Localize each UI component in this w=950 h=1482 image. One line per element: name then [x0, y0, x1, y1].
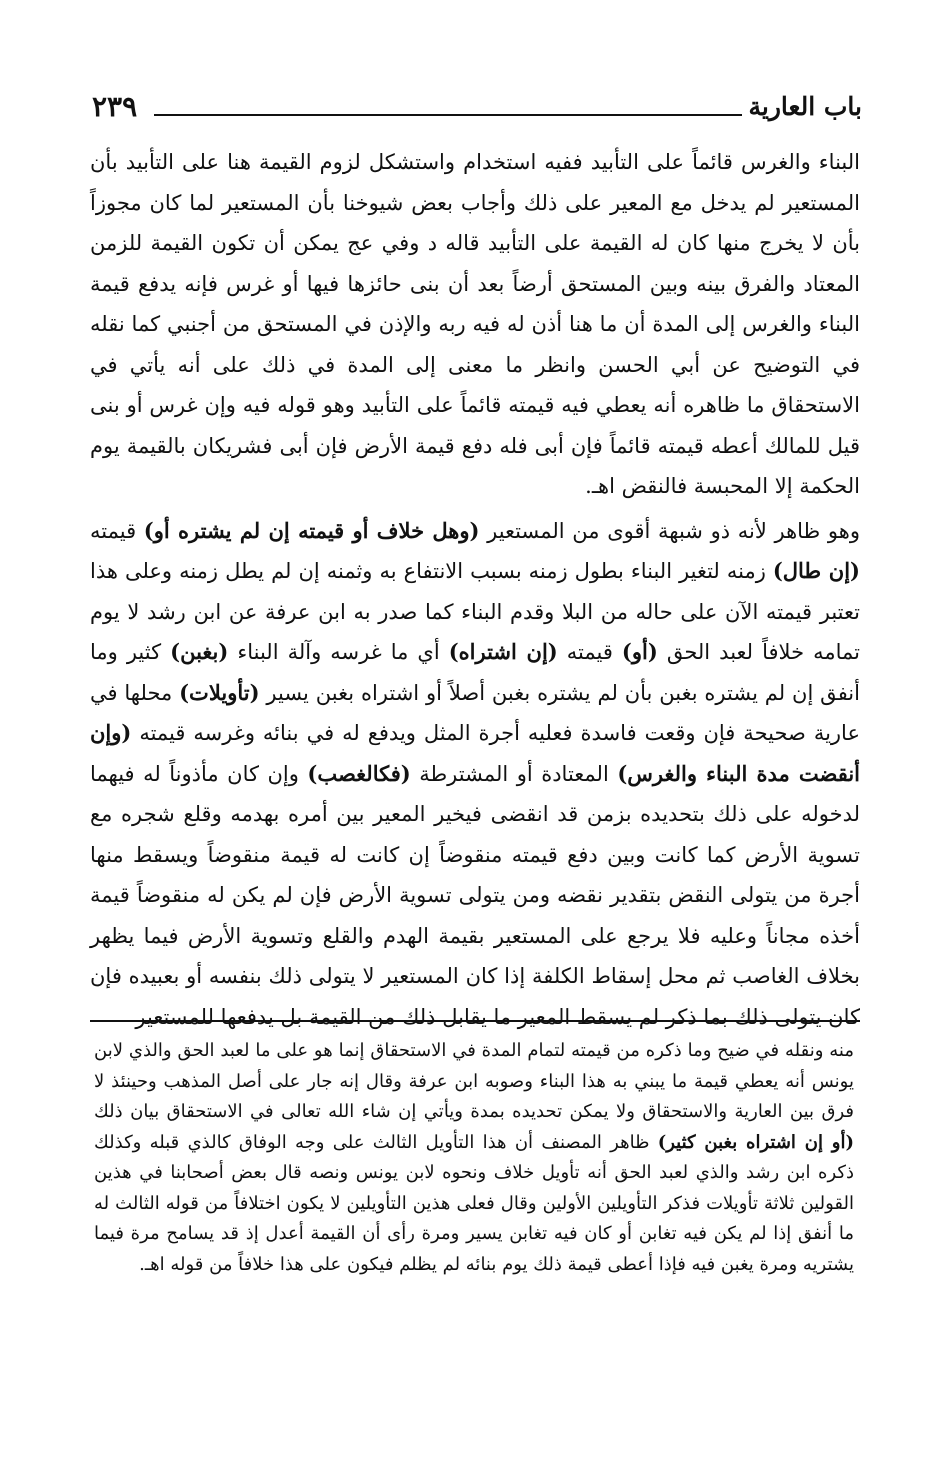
text-run: قيمته [90, 518, 144, 543]
matn-quote: (فكالغصب) [307, 760, 411, 786]
chapter-title: باب العارية [748, 92, 862, 121]
text-run: منه ونقله في ضيح وما ذكره من قيمته لتمام المدة في الاستحقاق إنما هو على ما لعبد الحق والذي لابن يونس أنه يعطي قيمة ما يبني به هذا البناء وصوبه ابن عرفة وقال إنه جار على أصل المذهب وحينئذ لا فرق بين العارية والاستحقاق ولا يمكن تحديده بمدة ويأتي إن شاء الله تعالى في الاستحقاق بيان ذلك [94, 1040, 854, 1122]
matn-quote: (وهل خلاف أو قيمته إن لم يشتره أو) [143, 517, 480, 543]
header-divider [154, 114, 742, 116]
page-header [92, 80, 862, 130]
text-run: محلها في عارية صحيحة فإن وقعت فاسدة فعليه أجرة المثل ويدفع له في بنائه وغرسه قيمته [90, 680, 860, 745]
text-run: زمنه لتغير البناء بطول زمنه بسبب الانتفاع به وثمنه إن لم يطل زمنه وعلى هذا تعتبر قيمته الآن على حاله من البلا وقدم البناء كما صدر به ابن عرفة عن ابن رشد لا يوم تمامه خلافاً لعبد الحق [90, 559, 860, 664]
text-run: وإن كان مأذوناً له فيهما لدخوله على ذلك بتحديده بزمن قد انقضى فيخير المعير بين أمره بهدمه وقلع شجره مع تسوية الأرض كما كانت وبين دفع قيمته منقوضاً إن كانت له قيمة منقوضاً ويسقط منها أجرة من يتولى النقض بتقدير نقضه ومن يتولى تسوية الأرض فإن لم يكن له منقوضاً قيمة أخذه مجاناً وعليه فلا يرجع على المستعير بقيمة الهدم والقلع وتسوية الأرض فيما يظهر بخلاف الغاصب ثم محل إسقاط الكلفة إذا كان المستعير لا يتولى ذلك بنفسه أو بعبيده فإن كان يتولى ذلك بما ذكر لم يسقط المعير ما يقابل ذلك من القيمة بل يدفعها للمستعير [90, 761, 860, 1029]
matn-quote: (بغبن) [170, 639, 229, 664]
matn-quote: (تأويلات) [179, 679, 260, 705]
footnote-divider [90, 1020, 860, 1022]
paragraph-2 [90, 511, 860, 1038]
text-run: المعتادة أو المشترطة [410, 761, 618, 786]
text-run: قيمته [557, 640, 622, 664]
text-run: كثير وما أنفق إن لم يشتره بغبن بأن لم يشتره بغبن أصلاً أو اشتراه بغبن يسير [90, 640, 860, 705]
main-text [90, 142, 860, 1037]
footnote [94, 1036, 854, 1280]
matn-quote: (أو) [621, 639, 658, 664]
matn-quote: (إن طال) [772, 558, 860, 583]
footnote-paragraph [94, 1036, 854, 1280]
matn-quote: (إن اشتراه) [448, 639, 558, 664]
paragraph-1: البناء والغرس قائماً على التأبيد ففيه استخدام واستشكل لزوم القيمة هنا على التأبيد بأن المستعير لم يدخل مع المعير على ذلك وأجاب بعض شيوخنا بأن المستعير لما كان مجوزاً بأن لا يخرج منها كان له القيمة على التأبيد قاله د وفي عج يمكن أن تكون القيمة للزمن المعتاد والفرق بينه وبين المستحق أرضاً بعد أن بنى حائزها فيها أو غرس فإنه يدفع قيمة البناء والغرس إلى المدة أن ما هنا أذن له فيه ربه والإذن في المستحق من أجنبي كما نقله في التوضيح عن أبي الحسن وانظر ما معنى إلى المدة في ذلك على أنه يأتي في الاستحقاق ما ظاهره أنه يعطي فيه قيمته قائماً على التأبيد وهو قوله فيه وإن غرس أو بنى قيل للمالك أعطه قيمته قائماً فإن أبى فله دفع قيمة الأرض فإن أبى فشريكان بالقيمة يوم الحكمة إلا المحبسة فالنقض اهـ. [90, 150, 860, 498]
text-run: أي ما غرسه وآلة البناء [228, 640, 449, 664]
text-run: ظاهر المصنف أن هذا التأويل الثالث على وجه الوفاق كالذي قبله وكذلك ذكره ابن رشد والذي لعبد الحق أنه تأويل خلاف ونحوه لابن يونس ونصه قال بعض أصحابنا في هذين القولين ثلاثة تأويلات فذكر التأويلين الأولين وقال فعلى هذين التأويلين لا يكون اختلافاً من قوله الثالث له ما أنفق إذا لم يكن فيه تغابن أو كان فيه تغابن يسير ومرة رأى أن القيمة أعدل إذ قد يسامح مرة فيما يشتريه ومرة يغبن فيه فإذا أعطى قيمة ذلك يوم بنائه لم يظلم فيكون على هذا خلافاً من قوله اهـ. [94, 1131, 854, 1275]
matn-quote: (وإن أنقضت مدة البناء والغرس) [90, 720, 860, 786]
text-run: وهو ظاهر لأنه ذو شبهة أقوى من المستعير [479, 518, 860, 543]
matn-quote: (أو إن اشتراه بغبن كثير) [657, 1131, 854, 1153]
page-number: ٢٣٩ [92, 90, 138, 123]
